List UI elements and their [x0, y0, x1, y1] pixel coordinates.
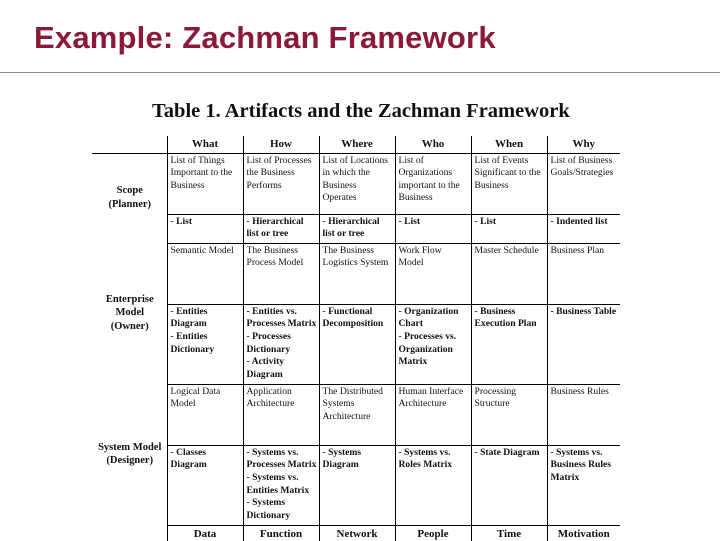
- footer-cell: Time: [471, 525, 547, 541]
- description-cell: Semantic Model: [167, 243, 243, 304]
- artifact-cell: [471, 214, 547, 243]
- artifact-item: - Indented list: [550, 215, 608, 227]
- row-label-role: (Planner): [108, 198, 152, 210]
- description-cell: List of Things Important to the Business: [167, 153, 243, 214]
- artifact-item: - Systems vs. Entities Matrix: [246, 472, 310, 496]
- artifact-cell: [167, 214, 243, 243]
- row-label: [92, 384, 167, 525]
- artifact-item: - List: [170, 215, 193, 227]
- artifact-item: - Systems vs. Roles Matrix: [398, 446, 453, 471]
- description-cell: Processing Structure: [471, 384, 547, 445]
- table-caption: Table 1. Artifacts and the Zachman Framework: [152, 100, 570, 122]
- description-cell: Business Rules: [547, 384, 620, 445]
- artifact-item: - List: [474, 215, 497, 227]
- artifact-item: - Entities Diagram: [170, 305, 208, 330]
- description-cell: The Business Process Model: [243, 243, 319, 304]
- corner-cell: [92, 525, 167, 541]
- artifact-item: - Systems Diagram: [322, 446, 362, 471]
- artifact-cell: [395, 304, 471, 384]
- description-cell: List of Events Significant to the Business: [471, 153, 547, 214]
- row-label-role: (Owner): [110, 321, 149, 333]
- row-label-title: Enterprise Model: [105, 293, 154, 319]
- description-cell: The Distributed Systems Architecture: [319, 384, 395, 445]
- row-label-role: (Designer): [106, 455, 154, 467]
- artifact-item: - Processes vs. Organization Matrix: [398, 331, 457, 368]
- row-label-title: Scope: [116, 185, 143, 197]
- artifact-cell: [547, 304, 620, 384]
- artifact-cell: [547, 214, 620, 243]
- perspective-artifacts-row: [92, 214, 620, 243]
- column-header: When: [471, 136, 547, 153]
- corner-cell: [92, 136, 167, 153]
- description-cell: List of Business Goals/Strategies: [547, 153, 620, 214]
- header-row: [92, 136, 620, 153]
- perspective-description-row: [92, 384, 620, 445]
- description-cell: The Business Logistics System: [319, 243, 395, 304]
- title-divider: [0, 72, 720, 73]
- description-cell: Work Flow Model: [395, 243, 471, 304]
- footer-cell: Data: [167, 525, 243, 541]
- artifact-item: - Hierarchical list or tree: [322, 215, 380, 240]
- artifact-cell: [319, 304, 395, 384]
- artifact-item: - Systems vs. Processes Matrix: [246, 446, 317, 471]
- artifact-item: - Processes Dictionary: [246, 331, 291, 355]
- description-cell: Master Schedule: [471, 243, 547, 304]
- footer-cell: People: [395, 525, 471, 541]
- column-header: Who: [395, 136, 471, 153]
- description-cell: Application Architecture: [243, 384, 319, 445]
- artifact-item: - Organization Chart: [398, 305, 459, 330]
- artifact-cell: [243, 445, 319, 525]
- artifact-item: - State Diagram: [474, 446, 540, 458]
- footer-cell: Function: [243, 525, 319, 541]
- footer-cell: Motivation: [547, 525, 620, 541]
- column-header: Where: [319, 136, 395, 153]
- artifact-item: - Classes Diagram: [170, 446, 207, 471]
- artifact-item: - Systems vs. Business Rules Matrix: [550, 446, 612, 484]
- slide-title: Example: Zachman Framework: [34, 20, 496, 55]
- artifact-cell: [319, 445, 395, 525]
- artifact-cell: [319, 214, 395, 243]
- column-header: Why: [547, 136, 620, 153]
- artifact-item: - Business Table: [550, 305, 617, 317]
- artifact-item: - List: [398, 215, 421, 227]
- perspective-description-row: [92, 153, 620, 214]
- description-cell: List of Locations in which the Business Operates: [319, 153, 395, 214]
- artifact-cell: [167, 304, 243, 384]
- column-header: How: [243, 136, 319, 153]
- artifact-cell: [547, 445, 620, 525]
- artifact-cell: [395, 445, 471, 525]
- footer-cell: Network: [319, 525, 395, 541]
- artifact-item: - Entities Dictionary: [170, 331, 215, 355]
- description-cell: Logical Data Model: [167, 384, 243, 445]
- artifact-item: - Functional Decomposition: [322, 305, 384, 330]
- row-label-title: System Model: [98, 441, 162, 453]
- description-cell: Human Interface Architecture: [395, 384, 471, 445]
- artifact-item: - Hierarchical list or tree: [246, 215, 304, 240]
- artifact-cell: [471, 445, 547, 525]
- description-cell: List of Organizations important to the Business: [395, 153, 471, 214]
- row-label: [92, 243, 167, 384]
- artifact-cell: [243, 214, 319, 243]
- artifact-item: - Systems Dictionary: [246, 497, 291, 522]
- artifact-item: - Activity Diagram: [246, 356, 285, 381]
- perspective-description-row: [92, 243, 620, 304]
- perspective-artifacts-row: [92, 445, 620, 525]
- column-header: What: [167, 136, 243, 153]
- footer-row: [92, 525, 620, 541]
- row-label: [92, 153, 167, 243]
- artifact-cell: [243, 304, 319, 384]
- artifact-item: - Entities vs. Processes Matrix: [246, 305, 317, 330]
- description-cell: Business Plan: [547, 243, 620, 304]
- zachman-table: [92, 136, 620, 541]
- artifact-cell: [471, 304, 547, 384]
- description-cell: List of Processes the Business Performs: [243, 153, 319, 214]
- artifact-cell: [167, 445, 243, 525]
- artifact-cell: [395, 214, 471, 243]
- artifact-item: - Business Execution Plan: [474, 305, 537, 330]
- perspective-artifacts-row: [92, 304, 620, 384]
